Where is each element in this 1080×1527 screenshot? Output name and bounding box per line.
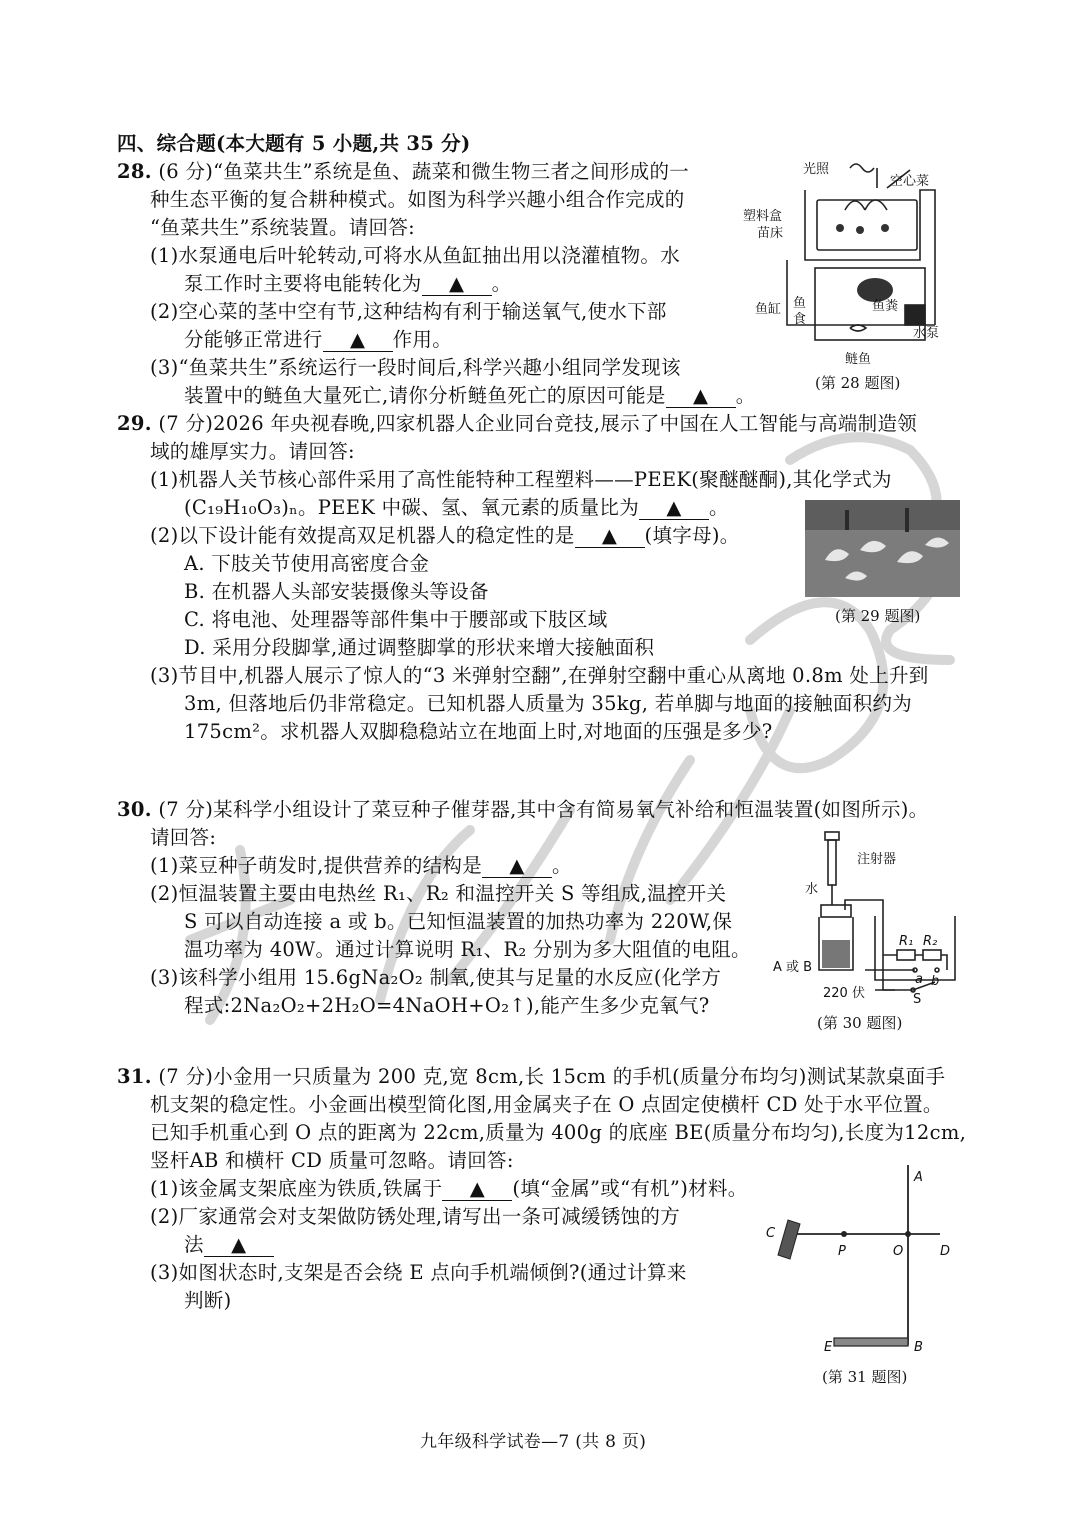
q31-figure bbox=[760, 1160, 960, 1390]
label-fish: 鲢鱼 bbox=[845, 352, 872, 367]
q28-part3-line2: 装置中的鲢鱼大量死亡,请你分析鲢鱼死亡的原因可能是 ▲ 。 bbox=[184, 384, 756, 407]
q29-part1-line1: (1)机器人关节核心部件采用了高性能特种工程塑料——PEEK(聚醚醚酮),其化学式为 bbox=[150, 468, 892, 491]
q29-answer-blank-1[interactable]: ▲ bbox=[639, 497, 709, 520]
label-a: a bbox=[915, 972, 923, 987]
q29-line-1: 29. (7 分)2026 年央视春晚,四家机器人企业同台竞技,展示了中国在人工智能与高端制造领 bbox=[117, 412, 918, 435]
q28-answer-blank-2[interactable]: ▲ bbox=[323, 329, 393, 352]
q30-line-2: 请回答: bbox=[150, 826, 217, 849]
label-plant: 空心菜 bbox=[890, 174, 930, 189]
q29-part3-line3: 175cm²。求机器人双脚稳稳站立在地面上时,对地面的压强是多少? bbox=[184, 720, 773, 743]
label-B: B bbox=[914, 1340, 923, 1355]
label-food2: 食 bbox=[793, 312, 807, 327]
q30-answer-blank-1[interactable]: ▲ bbox=[482, 855, 552, 878]
q31-line-2: 机支架的稳定性。小金画出模型简化图,用金属夹子在 O 点固定使横杆 CD 处于水平位置。 bbox=[150, 1093, 943, 1116]
q28-text-1: (6 分)“鱼菜共生”系统是鱼、蔬菜和微生物三者之间形成的一 bbox=[158, 160, 690, 183]
q29-robot-photo bbox=[805, 500, 960, 597]
label-r1: R₁ bbox=[899, 934, 914, 949]
label-D: D bbox=[940, 1244, 951, 1259]
q29-option-d: D. 采用分段脚掌,通过调整脚掌的形状来增大接触面积 bbox=[184, 636, 655, 659]
q29-option-c: C. 将电池、处理器等部件集中于腰部或下肢区域 bbox=[184, 608, 608, 631]
q30-caption: (第 30 题图) bbox=[817, 1014, 903, 1032]
q29-option-a: A. 下肢关节使用高密度合金 bbox=[184, 552, 430, 575]
q31-answer-blank-2[interactable]: ▲ bbox=[204, 1234, 274, 1257]
q29-caption: (第 29 题图) bbox=[835, 607, 921, 625]
q29-part2-line1: (2)以下设计能有效提高双足机器人的稳定性的是 ▲ (填字母)。 bbox=[150, 524, 740, 547]
q31-caption: (第 31 题图) bbox=[822, 1368, 908, 1386]
label-s: S bbox=[913, 992, 922, 1007]
label-220v: 220 伏 bbox=[823, 986, 865, 1001]
q31-line-4: 竖杆AB 和横杆 CD 质量可忽略。请回答: bbox=[150, 1149, 514, 1172]
q31-part2-line2: 法 ▲ bbox=[184, 1231, 274, 1259]
q30-part2-line1: (2)恒温装置主要由电热丝 R₁、R₂ 和温控开关 S 等组成,温控开关 bbox=[150, 882, 727, 905]
label-dung: 鱼粪 bbox=[872, 299, 899, 314]
robot-photo-image bbox=[805, 500, 960, 597]
q28-caption: (第 28 题图) bbox=[815, 374, 901, 392]
section-title: 四、综合题(本大题有 5 小题,共 35 分) bbox=[117, 132, 471, 155]
label-r2: R₂ bbox=[923, 934, 938, 949]
phone-stand-diagram bbox=[760, 1160, 960, 1360]
q31-part3-line2: 判断) bbox=[184, 1289, 232, 1312]
page-footer: 九年级科学试卷—7 (共 8 页) bbox=[420, 1432, 647, 1452]
q29-line-2: 域的雄厚实力。请回答: bbox=[150, 440, 355, 463]
q28-part1-line2: 泵工作时主要将电能转化为 ▲ 。 bbox=[184, 272, 512, 295]
label-E: E bbox=[824, 1340, 833, 1355]
q31-line-3: 已知手机重心到 O 点的距离为 22cm,质量为 400g 的底座 BE(质量分布均匀),长度为12cm, bbox=[150, 1121, 967, 1144]
label-syringe: 注射器 bbox=[857, 852, 897, 867]
q29-part3-line2: 3m, 但落地后仍非常稳定。已知机器人质量为 35kg, 若单脚与地面的接触面积约为 bbox=[184, 692, 913, 715]
q29-part3-line1: (3)节目中,机器人展示了惊人的“3 米弹射空翻”,在弹射空翻中重心从离地 0.8m 处上升到 bbox=[150, 664, 929, 687]
label-b: b bbox=[931, 974, 940, 989]
label-food1: 鱼 bbox=[793, 296, 807, 311]
q30-part1: (1)菜豆种子萌发时,提供营养的结构是 ▲ 。 bbox=[150, 854, 572, 877]
q30-part2-line2: S 可以自动连接 a 或 b。已知恒温装置的加热功率为 220W,保 bbox=[184, 910, 733, 933]
label-a-or-b: A 或 B bbox=[773, 960, 813, 975]
q31-answer-blank-1[interactable]: ▲ bbox=[442, 1178, 512, 1201]
q28-part2-line2: 分能够正常进行 ▲ 作用。 bbox=[184, 328, 453, 351]
q28-figure bbox=[735, 150, 945, 395]
q30-part3-line1: (3)该科学小组用 15.6gNa₂O₂ 制氧,使其与足量的水反应(化学方 bbox=[150, 966, 722, 989]
q29-part1-line2: (C₁₉H₁₀O₃)ₙ。PEEK 中碳、氢、氧元素的质量比为 ▲ 。 bbox=[184, 496, 729, 519]
label-C: C bbox=[766, 1226, 776, 1241]
q28-line-2: 种生态平衡的复合耕种模式。如图为科学兴趣小组合作完成的 bbox=[150, 188, 685, 211]
q28-part1-line1: (1)水泵通电后叶轮转动,可将水从鱼缸抽出用以浇灌植物。水 bbox=[150, 244, 681, 267]
label-tank: 鱼缸 bbox=[755, 302, 782, 317]
q29-answer-blank-2[interactable]: ▲ bbox=[575, 525, 645, 548]
q30-part2-line3: 温功率为 40W。通过计算说明 R₁、R₂ 分别为多大阻值的电阻。 bbox=[184, 938, 751, 961]
q30-line-1: 30. (7 分)某科学小组设计了菜豆种子催芽器,其中含有简易氧气补给和恒温装置(如图所示)。 bbox=[117, 798, 929, 821]
q31-line-1: 31. (7 分)小金用一只质量为 200 克,宽 8cm,长 15cm 的手机(质量分布均匀)测试某款桌面手 bbox=[117, 1065, 946, 1088]
label-P: P bbox=[838, 1244, 846, 1259]
q28-part3-line1: (3)“鱼菜共生”系统运行一段时间后,科学兴趣小组同学发现该 bbox=[150, 356, 681, 379]
q30-figure bbox=[765, 830, 965, 1035]
q31-part2-line1: (2)厂家通常会对支架做防锈处理,请写出一条可减缓锈蚀的方 bbox=[150, 1205, 681, 1228]
label-bed: 苗床 bbox=[757, 226, 784, 241]
q30-part3-line2: 程式:2Na₂O₂+2H₂O=4NaOH+O₂↑),能产生多少克氧气? bbox=[184, 994, 710, 1017]
label-A: A bbox=[914, 1170, 923, 1185]
q31-part1: (1)该金属支架底座为铁质,铁属于 ▲ (填“金属”或“有机”)材料。 bbox=[150, 1177, 748, 1200]
q29-option-b: B. 在机器人头部安装摄像头等设备 bbox=[184, 580, 489, 603]
label-box: 塑料盒 bbox=[743, 209, 783, 224]
q28-line-3: “鱼菜共生”系统装置。请回答: bbox=[150, 216, 416, 239]
q28-answer-blank-3[interactable]: ▲ bbox=[666, 385, 736, 408]
q28-number: 28. bbox=[117, 160, 152, 183]
q28-part2-line1: (2)空心菜的茎中空有节,这种结构有利于输送氧气,使水下部 bbox=[150, 300, 667, 323]
label-water: 水 bbox=[805, 882, 819, 897]
label-O: O bbox=[893, 1244, 904, 1259]
q28-line-1 bbox=[117, 158, 689, 186]
label-light: 光照 bbox=[803, 162, 830, 177]
q28-answer-blank-1[interactable]: ▲ bbox=[422, 273, 492, 296]
q31-part3-line1: (3)如图状态时,支架是否会绕 E 点向手机端倾倒?(通过计算来 bbox=[150, 1261, 687, 1284]
label-pump: 水泵 bbox=[913, 326, 940, 341]
q28-part1-text: 泵工作时主要将电能转化为 bbox=[184, 272, 422, 295]
